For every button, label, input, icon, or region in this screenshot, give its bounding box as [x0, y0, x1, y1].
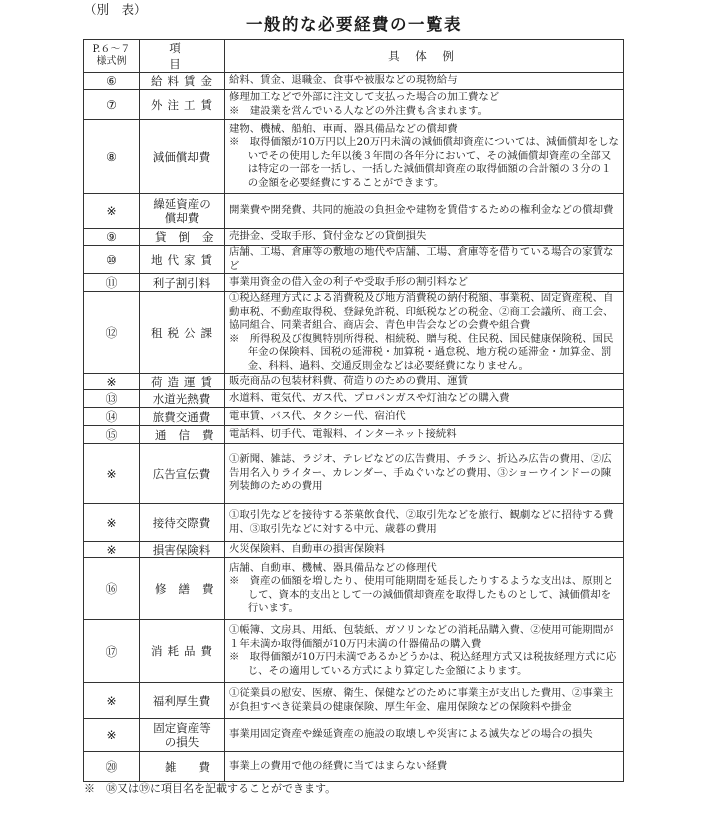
row-description — [225, 504, 624, 542]
description-line: 火災保険料、自動車の損害保険料 — [229, 542, 385, 555]
table-row — [84, 542, 624, 558]
description-line: 開業費や開発費、共同的施設の負担金や建物を賃借するための権利金などの償却費 — [229, 204, 614, 217]
description-line: 電車賃、バス代、タクシー代、宿泊代 — [229, 409, 406, 422]
row-item: 減価償却費 — [140, 120, 225, 194]
row-description — [225, 374, 624, 390]
row-description — [225, 752, 624, 782]
row-item: 通信費 — [140, 426, 225, 444]
table-row — [84, 719, 624, 752]
row-description — [225, 229, 624, 246]
row-description — [225, 292, 624, 374]
row-number: ※ — [84, 194, 140, 229]
row-number: ⑳ — [84, 752, 140, 782]
table-row — [84, 90, 624, 120]
table-row — [84, 374, 624, 390]
description-line: 事業用固定資産や繰延資産の施設の取壊しや災害による滅失などの場合の損失 — [229, 728, 593, 741]
description-line: 事業上の費用で他の経費に当てはまらない経費 — [229, 759, 448, 772]
table-row — [84, 274, 624, 292]
description-line: 電話料、切手代、電報料、インターネット接続料 — [229, 427, 457, 440]
table-row — [84, 229, 624, 246]
row-number: ⑫ — [84, 292, 140, 374]
row-number: ⑬ — [84, 390, 140, 408]
description-line: 修理加工などで外部に注文して支払った場合の加工費など — [229, 91, 500, 103]
description-line: ①税込経理方式による消費税及び地方消費税の納付税額、事業税、固定資産税、自動車税、不動産取得税、登録免許税、印紙税などの税金、②商工会議所、商工会、協同組合、同業者組合、商店会、青色申告会などの会費や組合費 — [229, 292, 614, 331]
row-number: ⑰ — [84, 620, 140, 683]
row-item: 広告宣伝費 — [140, 444, 225, 504]
row-description — [225, 683, 624, 719]
row-number: ⑯ — [84, 558, 140, 620]
description-line: ※ 資産の価額を増したり、使用可能期間を延長したりするような支出は、原則として、資本的支出として一の減価償却資産を取得したものとして、減価償却を行います。 — [229, 575, 614, 614]
row-description — [225, 444, 624, 504]
row-description — [225, 274, 624, 292]
row-description — [225, 194, 624, 229]
row-item: 旅費交通費 — [140, 408, 225, 426]
annex-label: （別 表） — [84, 2, 147, 17]
row-item: 貸倒金 — [140, 229, 225, 246]
row-description — [225, 73, 624, 90]
row-item: 荷造運賃 — [140, 374, 225, 390]
description-line: 店舗、自動車、機械、器具備品などの修理代 — [229, 561, 437, 574]
row-item: 租税公課 — [140, 292, 225, 374]
row-item: 雑費 — [140, 752, 225, 782]
row-description — [225, 426, 624, 444]
row-description — [225, 390, 624, 408]
table-row — [84, 752, 624, 782]
row-description — [225, 120, 624, 194]
row-number: ※ — [84, 504, 140, 542]
row-number: ⑩ — [84, 246, 140, 274]
row-description — [225, 246, 624, 274]
row-number: ※ — [84, 683, 140, 719]
table-row — [84, 408, 624, 426]
table-row — [84, 292, 624, 374]
description-line: ①従業員の慰安、医療、衛生、保健などのために事業主が支出した費用、②事業主が負担すべき従業員の健康保険、厚生年金、雇用保険などの保険料や掛金 — [229, 687, 614, 713]
row-number: ⑮ — [84, 426, 140, 444]
description-line: ①取引先などを接待する茶菓飲食代、②取引先などを旅行、観劇などに招待する費用、③取引先などに対する中元、歳暮の費用 — [229, 509, 614, 535]
row-number: ⑨ — [84, 229, 140, 246]
row-number: ⑦ — [84, 90, 140, 120]
row-number: ※ — [84, 444, 140, 504]
row-description — [225, 558, 624, 620]
row-number: ⑪ — [84, 274, 140, 292]
row-item: 接待交際費 — [140, 504, 225, 542]
table-row — [84, 683, 624, 719]
header-form-example: P.６～７ 様式例 — [84, 40, 140, 73]
row-description — [225, 719, 624, 752]
row-item: 繰延資産の 償却費 — [140, 194, 225, 229]
description-line: ①帳簿、文房具、用紙、包装紙、ガソリンなどの消耗品購入費、②使用可能期間が１年未満か取得価額が10万円未満の什器備品の購入費 — [229, 624, 614, 650]
row-item: 損害保険料 — [140, 542, 225, 558]
row-item: 外注工賃 — [140, 90, 225, 120]
description-line: 事業用資金の借入金の利子や受取手形の割引料など — [229, 275, 468, 288]
table-row — [84, 504, 624, 542]
row-item: 水道光熱費 — [140, 390, 225, 408]
table-row — [84, 558, 624, 620]
description-line: ※ 建設業を営んでいる人などの外注費も含まれます。 — [229, 104, 488, 117]
row-number: ※ — [84, 542, 140, 558]
table-row — [84, 120, 624, 194]
footnote: ※ ⑱又は⑲に項目名を記載することができます。 — [84, 782, 337, 795]
table-row — [84, 246, 624, 274]
table-row — [84, 73, 624, 90]
row-item: 利子割引料 — [140, 274, 225, 292]
table-row — [84, 390, 624, 408]
description-line: ※ 取得価額が10万円未満であるかどうかは、税込経理方式又は税抜経理方式に応じ、その適用している方式により算定した金額によります。 — [229, 651, 617, 677]
table-row — [84, 194, 624, 229]
header-item: 項 目 — [140, 40, 225, 73]
description-line: ※ 所得税及び復興特別所得税、相続税、贈与税、住民税、国民健康保険税、国民年金の保険料、国税の延滞税・加算税・過怠税、地方税の延滞金・加算金、罰金、科料、過料、交通反則金などは必要経費になりません。 — [229, 332, 614, 372]
row-item: 修繕費 — [140, 558, 225, 620]
page-title: 一般的な必要経費の一覧表 — [246, 15, 462, 34]
table-row — [84, 620, 624, 683]
row-number: ⑭ — [84, 408, 140, 426]
row-number: ※ — [84, 719, 140, 752]
row-number: ⑥ — [84, 73, 140, 90]
description-line: 建物、機械、船舶、車両、器具備品などの償却費 — [229, 122, 458, 135]
description-line: 給料、賃金、退職金、食事や被服などの現物給与 — [229, 74, 458, 87]
description-line: 販売商品の包装材料費、荷造りのための費用、運賃 — [229, 374, 468, 387]
expense-table — [83, 39, 624, 782]
row-item: 地代家賃 — [140, 246, 225, 274]
row-number: ※ — [84, 374, 140, 390]
row-item: 給料賃金 — [140, 73, 225, 90]
description-line: ①新聞、雑誌、ラジオ、テレビなどの広告費用、チラシ、折込み広告の費用、②広告用名入りライター、カレンダー、手ぬぐいなどの費用、③ショーウインドーの陳列装飾のための費用 — [229, 453, 612, 493]
table-header-row — [84, 40, 624, 73]
row-description — [225, 408, 624, 426]
table-row — [84, 426, 624, 444]
row-item: 消耗品費 — [140, 620, 225, 683]
row-item: 福利厚生費 — [140, 683, 225, 719]
row-description — [225, 542, 624, 558]
table-row — [84, 444, 624, 504]
row-description — [225, 620, 624, 683]
row-number: ⑧ — [84, 120, 140, 194]
row-item: 固定資産等 の損失 — [140, 719, 225, 752]
description-line: 水道料、電気代、ガス代、プロパンガスや灯油などの購入費 — [229, 391, 510, 404]
description-line: 店舗、工場、倉庫等の敷地の地代や店舗、工場、倉庫等を借りている場合の家賃など — [229, 246, 614, 272]
header-description: 具 体 例 — [225, 40, 624, 73]
row-description — [225, 90, 624, 120]
description-line: 売掛金、受取手形、貸付金などの貸倒損失 — [229, 230, 427, 243]
description-line: ※ 取得価額が10万円以上20万円未満の減価償却資産については、減価償却をしないでその使用した年以後３年間の各年分において、その減価償却資産の全部又は特定の一部を一括し、一括した減価償却資産の取得価額の合計額の３分の１の金額を必要経費にすることができます。 — [229, 136, 619, 189]
